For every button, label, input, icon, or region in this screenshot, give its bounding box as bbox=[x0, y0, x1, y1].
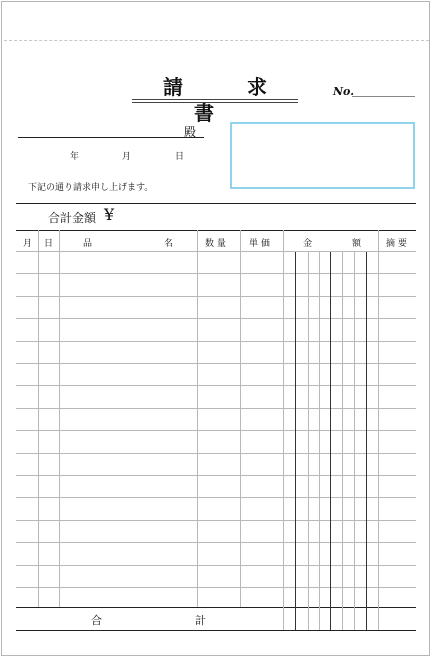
yen-symbol: ¥ bbox=[104, 205, 115, 224]
amount-digit-divider bbox=[354, 252, 355, 630]
table-bottom-line bbox=[16, 607, 416, 608]
title-underline-double bbox=[132, 102, 298, 103]
addressee-suffix: 殿 bbox=[184, 125, 197, 139]
date-month-label: 月 bbox=[122, 152, 132, 162]
column-header-month: 月 bbox=[23, 239, 33, 249]
table-row-line bbox=[16, 453, 416, 454]
column-divider bbox=[59, 230, 60, 607]
notice-text: 下記の通り請求申し上げます。 bbox=[28, 183, 154, 193]
title-underline bbox=[132, 99, 298, 100]
total-amount-label: 合計金額 bbox=[48, 211, 97, 225]
footer-total-label-2: 計 bbox=[195, 614, 206, 627]
date-year-label: 年 bbox=[70, 152, 80, 162]
table-row-line bbox=[16, 341, 416, 342]
table-row-line bbox=[16, 475, 416, 476]
column-header-amount-1: 金 bbox=[303, 239, 313, 249]
column-divider bbox=[38, 230, 39, 607]
column-divider bbox=[240, 230, 241, 607]
table-row-line bbox=[16, 318, 416, 319]
amount-digit-divider bbox=[342, 252, 343, 630]
column-divider bbox=[283, 230, 284, 630]
table-top-line bbox=[16, 230, 416, 231]
column-header-item-1: 品 bbox=[83, 239, 93, 249]
perforation-line bbox=[4, 40, 429, 41]
table-row-line bbox=[16, 363, 416, 364]
table-row-line bbox=[16, 296, 416, 297]
number-label: No. bbox=[333, 85, 355, 98]
column-header-quantity: 数 量 bbox=[205, 239, 226, 249]
table-row-line bbox=[16, 587, 416, 588]
document-title: 請 求 書 bbox=[163, 75, 331, 125]
table-header-line bbox=[16, 251, 416, 252]
amount-digit-divider-dark bbox=[295, 252, 296, 630]
column-divider bbox=[197, 230, 198, 607]
table-row-line bbox=[16, 520, 416, 521]
issuer-box[interactable] bbox=[230, 122, 415, 189]
column-header-item-2: 名 bbox=[164, 239, 174, 249]
number-field[interactable] bbox=[352, 96, 415, 97]
table-row-line bbox=[16, 542, 416, 543]
column-header-amount-2: 額 bbox=[352, 239, 362, 249]
column-header-remarks: 摘 要 bbox=[386, 239, 407, 249]
amount-digit-divider bbox=[319, 252, 320, 630]
column-divider bbox=[378, 230, 379, 630]
table-row-line bbox=[16, 273, 416, 274]
table-row-line bbox=[16, 430, 416, 431]
footer-total-label-1: 合 bbox=[91, 614, 102, 627]
column-header-unit-price: 単 価 bbox=[249, 239, 270, 249]
amount-digit-divider-dark bbox=[330, 252, 331, 630]
date-day-label: 日 bbox=[175, 152, 185, 162]
footer-bottom-line bbox=[16, 630, 416, 631]
addressee-field[interactable] bbox=[18, 137, 204, 138]
amount-digit-divider bbox=[308, 252, 309, 630]
total-top-line bbox=[16, 203, 416, 204]
table-row-line bbox=[16, 565, 416, 566]
table-row-line bbox=[16, 408, 416, 409]
amount-digit-divider-dark bbox=[366, 252, 367, 630]
table-row-line bbox=[16, 385, 416, 386]
column-header-day: 日 bbox=[44, 239, 54, 249]
table-row-line bbox=[16, 497, 416, 498]
